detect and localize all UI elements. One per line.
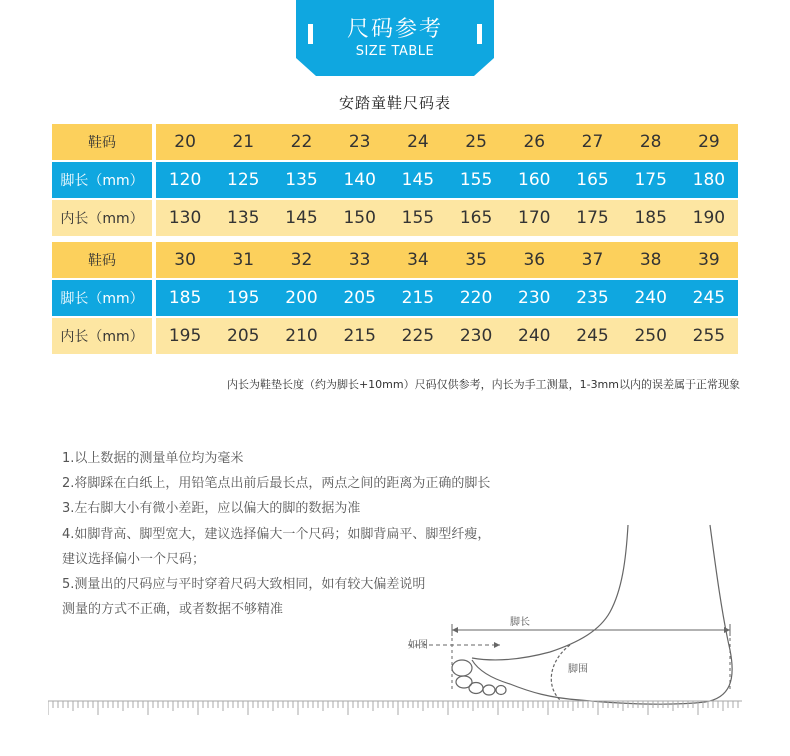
table-cell: 155 [459, 170, 493, 190]
table-cell: 150 [343, 208, 376, 228]
row-values [156, 162, 738, 198]
table-cell: 235 [576, 288, 609, 308]
table-cell: 170 [518, 208, 551, 228]
table-cell: 135 [227, 208, 260, 228]
row-label: 脚长（mm） [52, 162, 152, 198]
table-cell: 20 [174, 132, 196, 152]
table-cell: 27 [581, 132, 604, 152]
table-cell: 240 [634, 288, 667, 308]
table-cell: 120 [168, 170, 202, 190]
table-cell: 200 [285, 288, 318, 308]
table-cell: 205 [343, 288, 376, 308]
table-cell: 190 [692, 208, 726, 228]
table-cell: 25 [465, 132, 487, 152]
table-cell: 29 [698, 132, 720, 152]
row-label: 脚长（mm） [52, 280, 152, 316]
table-cell: 230 [518, 288, 551, 308]
row-values [156, 124, 738, 160]
row-label: 内长（mm） [52, 200, 152, 236]
table-cell: 36 [523, 250, 546, 270]
table-cell: 245 [692, 288, 726, 308]
table-cell: 220 [459, 288, 493, 308]
row-label: 鞋码 [52, 124, 152, 160]
instruction-line: 1.以上数据的测量单位均为毫米 [62, 451, 244, 466]
table-cell: 35 [465, 250, 487, 270]
table-cell: 38 [639, 250, 662, 270]
table-cell: 160 [518, 170, 551, 190]
foot-length-label: 脚长 [510, 617, 530, 628]
table-cell: 26 [523, 132, 546, 152]
shoe-size-row [52, 124, 738, 160]
table-cell: 30 [174, 250, 196, 270]
table-cell: 31 [232, 250, 255, 270]
table-cell: 175 [634, 170, 667, 190]
table-cell: 215 [401, 288, 435, 308]
ruler-icon [48, 700, 742, 716]
foot-outline-icon [400, 520, 740, 720]
instruction-line: 3.左右脚大小有微小差距，应以偏大的脚的数据为准 [62, 501, 361, 516]
table-cell: 165 [576, 170, 609, 190]
table-cell: 195 [227, 288, 260, 308]
table-cell: 33 [348, 250, 371, 270]
table-cell: 185 [634, 208, 667, 228]
table-cell: 24 [407, 132, 429, 152]
table-cell: 140 [343, 170, 376, 190]
table-cell: 180 [692, 170, 726, 190]
row-values [156, 200, 738, 236]
table-cell: 230 [459, 326, 493, 346]
row-label: 鞋码 [52, 242, 152, 278]
banner-subtitle: SIZE TABLE [355, 44, 435, 59]
instruction-line: 建议选择偏小一个尺码； [62, 552, 206, 567]
table-cell: 245 [576, 326, 609, 346]
table-cell: 205 [227, 326, 260, 346]
table-cell: 165 [459, 208, 493, 228]
foot-length-row [52, 280, 738, 316]
table-cell: 155 [401, 208, 435, 228]
foot-measurement-diagram [400, 520, 740, 720]
table-cell: 135 [285, 170, 318, 190]
table-cell: 22 [290, 132, 313, 152]
table-cell: 240 [518, 326, 551, 346]
instruction-line: 4.如脚背高、脚型宽大，建议选择偏大一个尺码；如脚背扁平、脚型纤瘦， [62, 527, 491, 542]
table-cell: 23 [348, 132, 371, 152]
foot-length-row [52, 162, 738, 198]
table-cell: 130 [168, 208, 202, 228]
table-cell: 255 [692, 326, 726, 346]
table-cell: 37 [581, 250, 604, 270]
table-cell: 145 [285, 208, 318, 228]
foot-girth-label: 脚围 [568, 664, 588, 675]
table-cell: 225 [401, 326, 435, 346]
table-cell: 215 [343, 326, 376, 346]
row-values [156, 242, 738, 278]
measurement-note: 内长为鞋垫长度（约为脚长+10mm）尺码仅供参考，内长为手工测量，1-3mm以内的误差属于正常现象 [226, 378, 740, 391]
table-cell: 250 [634, 326, 667, 346]
table-cell: 21 [232, 132, 255, 152]
instruction-line: 5.测量出的尺码应与平时穿着尺码大致相同，如有较大偏差说明 [62, 577, 426, 592]
shoe-size-row [52, 242, 738, 278]
table-cell: 145 [401, 170, 435, 190]
row-label: 内长（mm） [52, 318, 152, 354]
instruction-line: 2.将脚踩在白纸上，用铅笔点出前后最长点，两点之间的距离为正确的脚长 [62, 476, 491, 491]
size-table-title: 安踏童鞋尺码表 [338, 94, 451, 112]
table-cell: 32 [290, 250, 313, 270]
table-cell: 210 [285, 326, 318, 346]
banner-title: 尺码参考 [346, 17, 443, 42]
table-cell: 175 [576, 208, 609, 228]
size-reference-banner [296, 0, 494, 76]
row-values [156, 318, 738, 354]
table-cell: 125 [227, 170, 260, 190]
table-cell: 185 [168, 288, 202, 308]
table-cell: 39 [698, 250, 720, 270]
row-values [156, 280, 738, 316]
inner-length-row [52, 200, 738, 236]
instruction-line: 测量的方式不正确，或者数据不够精准 [62, 602, 284, 617]
example-label: 如图 [408, 640, 428, 651]
inner-length-row [52, 318, 738, 354]
table-cell: 34 [407, 250, 429, 270]
table-cell: 195 [168, 326, 202, 346]
table-cell: 28 [639, 132, 662, 152]
